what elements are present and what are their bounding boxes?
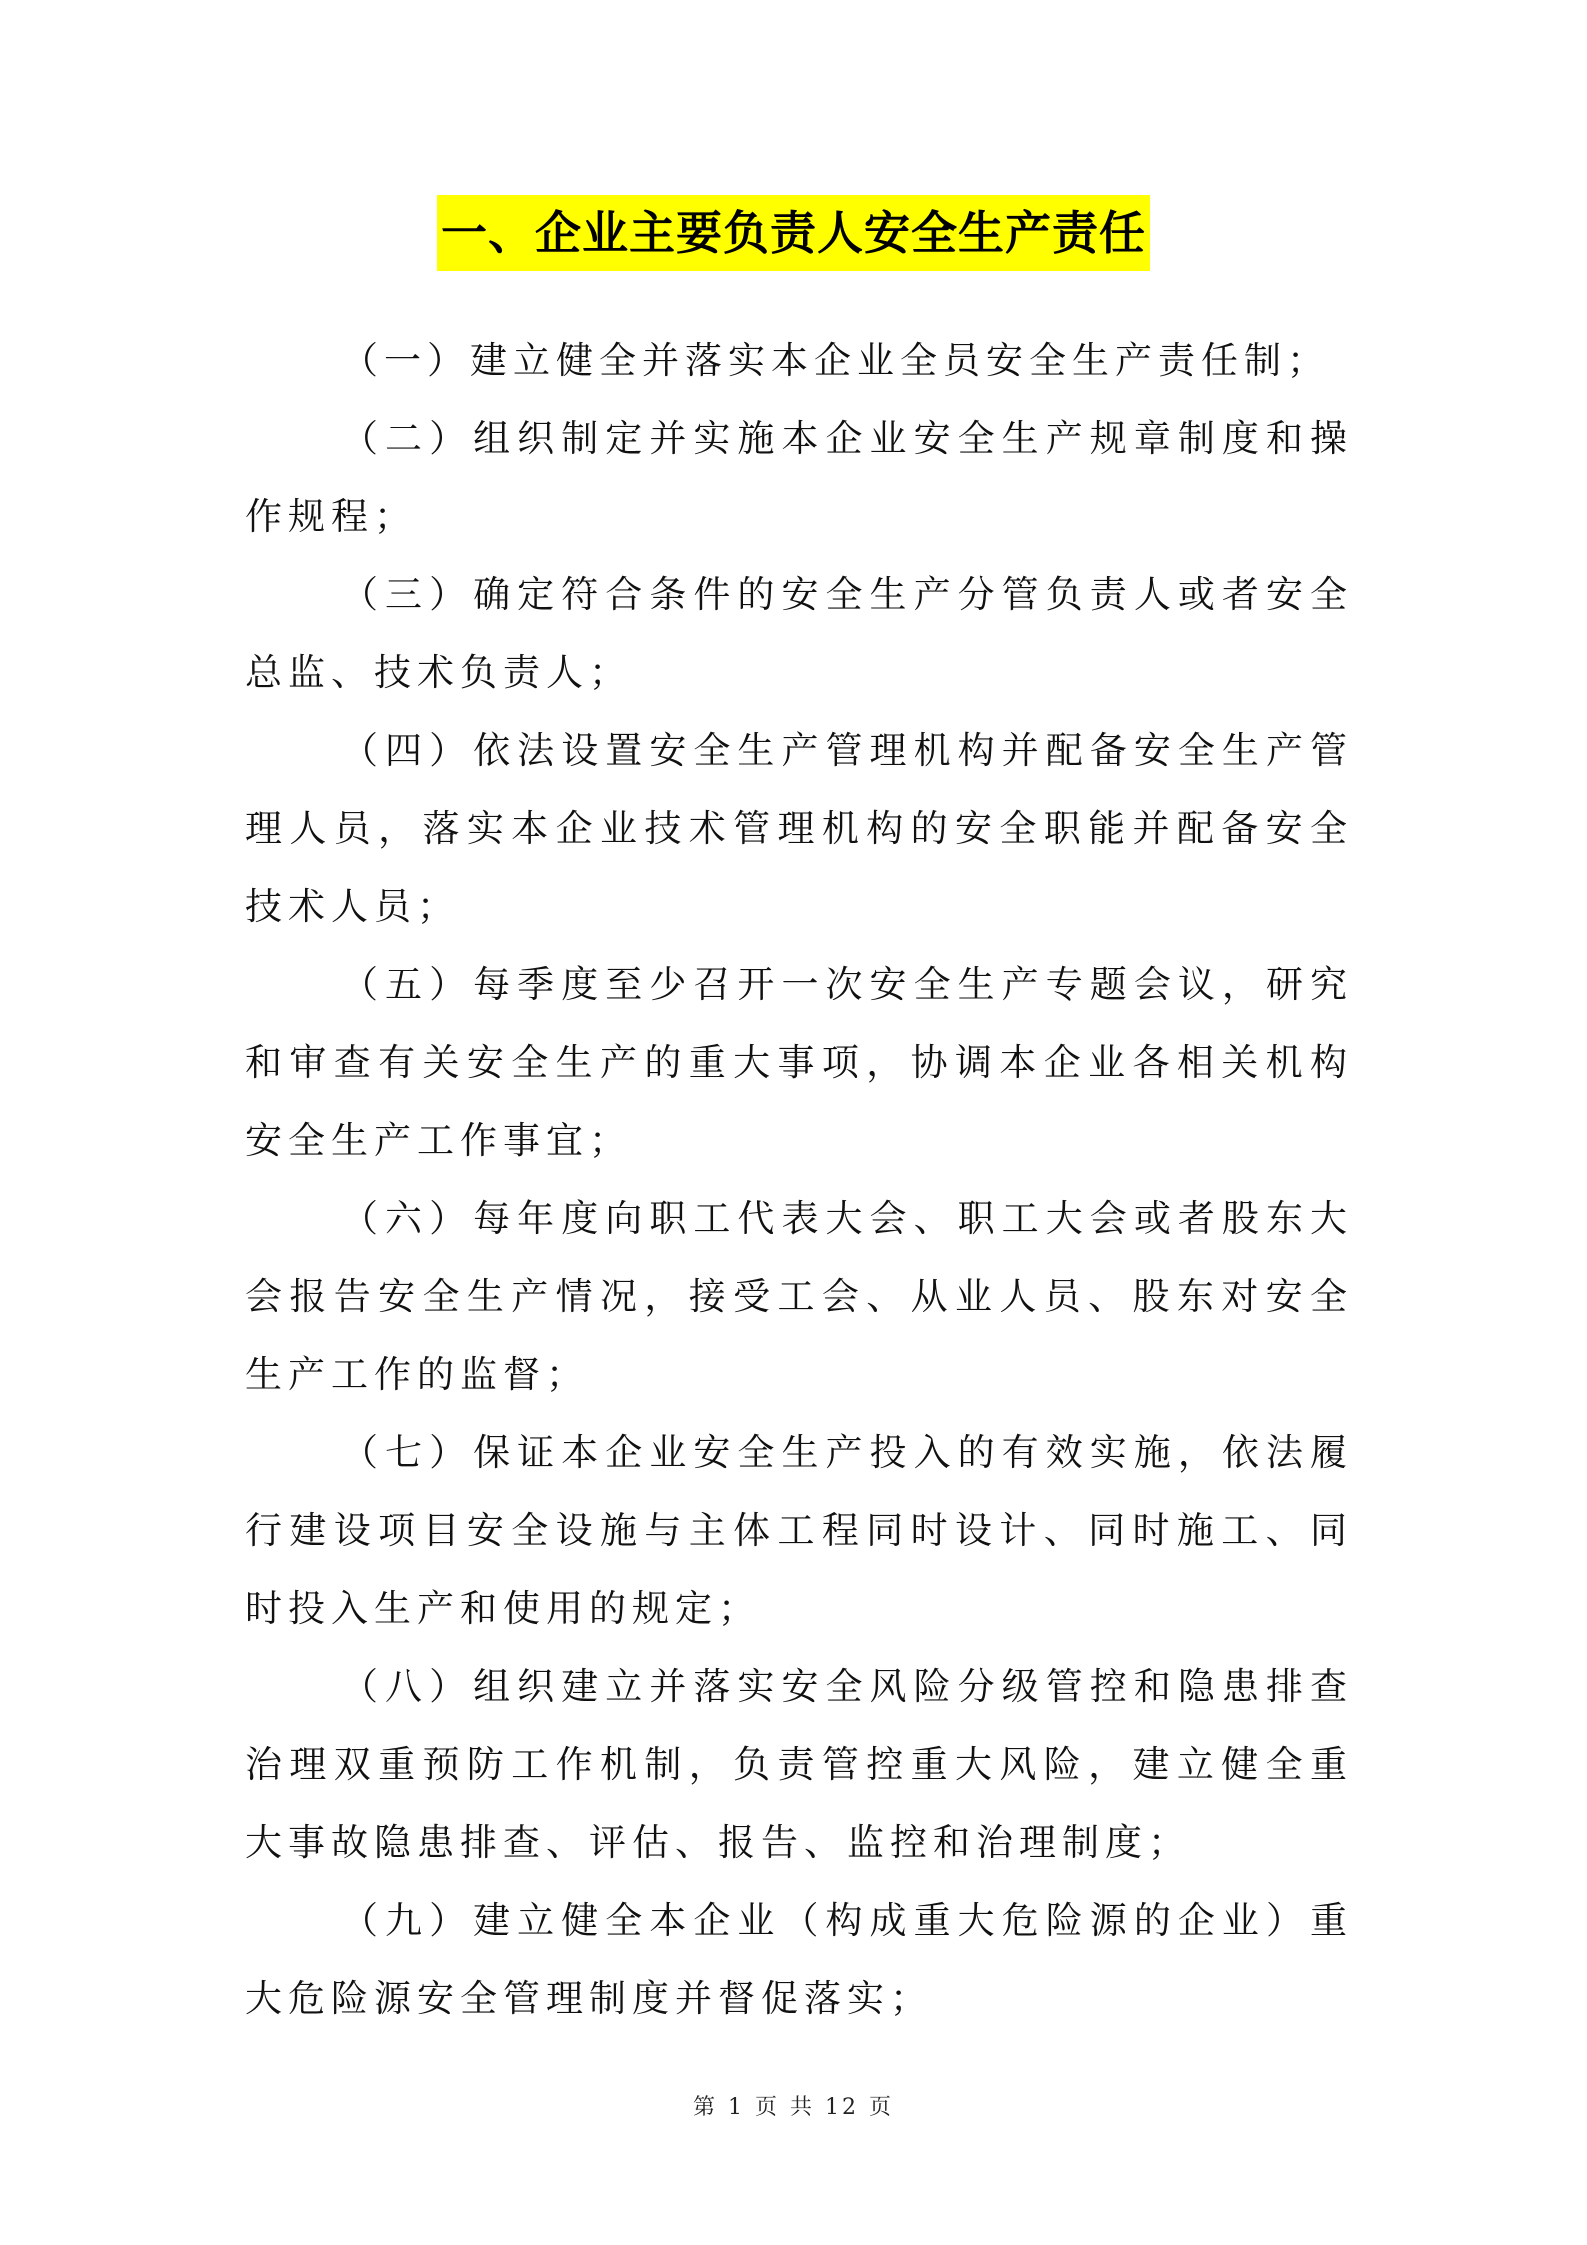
footer-suffix: 页: [869, 2095, 895, 2120]
footer-page-number: 1: [728, 2095, 745, 2120]
paragraph-2: （二）组织制定并实施本企业安全生产规章制度和操作规程；: [245, 417, 1353, 538]
footer-middle: 页 共: [755, 2095, 815, 2120]
footer-total-pages: 12: [825, 2095, 859, 2120]
paragraph-7: （七）保证本企业安全生产投入的有效实施，依法履行建设项目安全设施与主体工程同时设计、同时施工、同时投入生产和使用的规定；: [245, 1431, 1353, 1630]
paragraph-9: （九）建立健全本企业（构成重大危险源的企业）重大危险源安全管理制度并督促落实；: [245, 1899, 1353, 2020]
page-footer: [0, 2090, 1587, 2121]
paragraph-5: （五）每季度至少召开一次安全生产专题会议，研究和审查有关安全生产的重大事项，协调本企业各相关机构安全生产工作事宜；: [245, 963, 1353, 1162]
paragraph-8: （八）组织建立并落实安全风险分级管控和隐患排查治理双重预防工作机制，负责管控重大风险，建立健全重大事故隐患排查、评估、报告、监控和治理制度；: [245, 1665, 1353, 1864]
paragraph-3: （三）确定符合条件的安全生产分管负责人或者安全总监、技术负责人；: [245, 573, 1353, 694]
paragraph-4: （四）依法设置安全生产管理机构并配备安全生产管理人员，落实本企业技术管理机构的安全职能并配备安全技术人员；: [245, 729, 1353, 928]
document-title: 一、企业主要负责人安全生产责任: [437, 195, 1150, 271]
footer-prefix: 第: [692, 2095, 718, 2120]
paragraph-6: （六）每年度向职工代表大会、职工大会或者股东大会报告安全生产情况，接受工会、从业人员、股东对安全生产工作的监督；: [245, 1197, 1353, 1396]
document-body: [245, 322, 1353, 2038]
paragraph-1: （一）建立健全并落实本企业全员安全生产责任制；: [341, 339, 1330, 382]
title-container: [0, 195, 1587, 271]
